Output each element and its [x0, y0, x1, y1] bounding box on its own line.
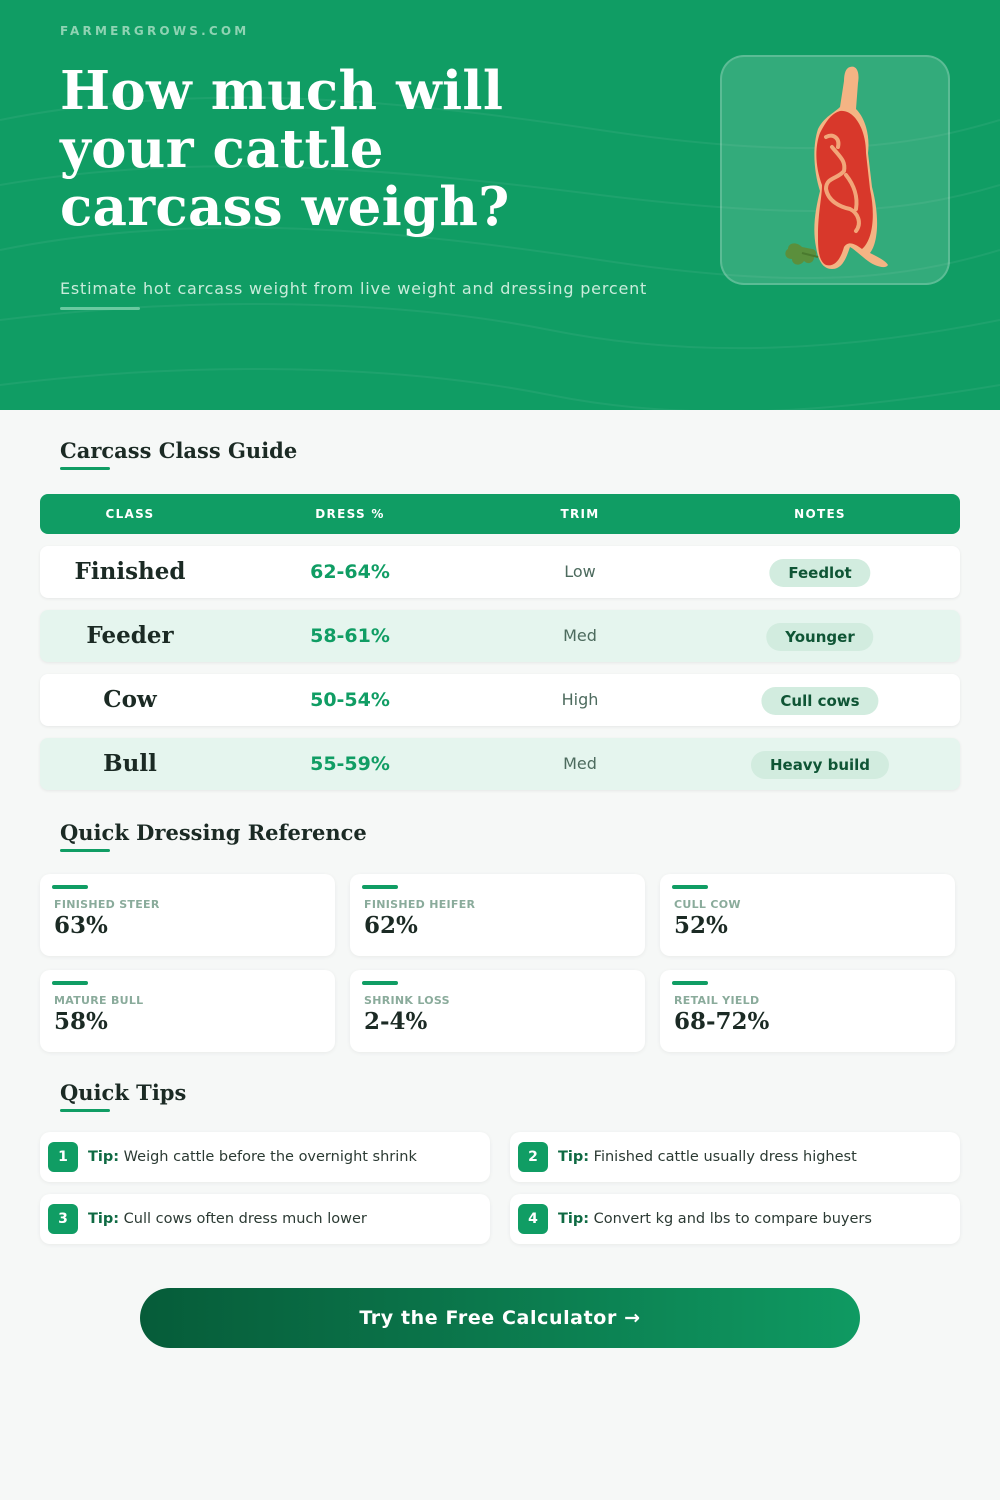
beef-carcass-icon	[722, 57, 952, 287]
column-header-trim: TRIM	[560, 507, 600, 521]
section-underline	[60, 467, 110, 470]
stat-card	[40, 874, 335, 956]
tip-text: Cull cows often dress much lower	[123, 1211, 367, 1227]
table-row	[40, 738, 960, 790]
section-title-tips: Quick Tips	[60, 1080, 187, 1105]
accent-bar	[672, 885, 708, 889]
tip-prefix: Tip:	[88, 1149, 120, 1165]
trim-cell: High	[561, 690, 599, 709]
section-underline	[60, 849, 110, 852]
table-row	[40, 546, 960, 598]
stat-value: 68-72%	[674, 1008, 770, 1035]
class-cell: Feeder	[86, 622, 174, 649]
accent-bar	[672, 981, 708, 985]
column-header-class: CLASS	[105, 507, 155, 521]
accent-bar	[52, 885, 88, 889]
stat-label: SHRINK LOSS	[364, 994, 450, 1007]
section-title-dressing-reference: Quick Dressing Reference	[60, 820, 367, 845]
tip-number-badge: 2	[518, 1142, 548, 1172]
class-cell: Bull	[103, 750, 157, 777]
tip-text: Finished cattle usually dress highest	[593, 1149, 857, 1165]
class-cell: Cow	[103, 686, 157, 713]
dress-cell: 55-59%	[310, 753, 390, 775]
accent-bar	[362, 981, 398, 985]
tip-number-badge: 4	[518, 1204, 548, 1234]
stat-card	[660, 874, 955, 956]
tip-number-badge: 1	[48, 1142, 78, 1172]
accent-bar	[362, 885, 398, 889]
dress-cell: 62-64%	[310, 561, 390, 583]
tip-card	[40, 1194, 490, 1244]
section-underline	[60, 1109, 110, 1112]
tip-prefix: Tip:	[558, 1211, 590, 1227]
brand-name: FARMERGROWS.COM	[60, 24, 250, 38]
tip-text: Convert kg and lbs to compare buyers	[593, 1211, 872, 1227]
trim-cell: Low	[564, 562, 596, 581]
class-cell: Finished	[74, 558, 186, 585]
trim-cell: Med	[563, 754, 597, 773]
dress-cell: 50-54%	[310, 689, 390, 711]
notes-badge: Feedlot	[769, 559, 870, 587]
stat-label: MATURE BULL	[54, 994, 144, 1007]
stat-label: FINISHED STEER	[54, 898, 160, 911]
hero-underline	[60, 307, 140, 310]
table-header	[40, 494, 960, 534]
tip-prefix: Tip:	[88, 1211, 120, 1227]
stat-value: 2-4%	[364, 1008, 428, 1035]
stat-label: FINISHED HEIFER	[364, 898, 476, 911]
notes-badge: Heavy build	[751, 751, 889, 779]
stat-value: 63%	[54, 912, 108, 939]
stat-card	[350, 874, 645, 956]
stat-value: 52%	[674, 912, 728, 939]
tip-card	[510, 1194, 960, 1244]
section-title-class-guide: Carcass Class Guide	[60, 438, 298, 463]
stat-value: 62%	[364, 912, 418, 939]
page-title: How much will your cattle carcass weigh?	[60, 60, 510, 238]
stat-card	[660, 970, 955, 1052]
tip-number-badge: 3	[48, 1204, 78, 1234]
free-calculator-button[interactable]: Try the Free Calculator →	[140, 1288, 860, 1348]
trim-cell: Med	[563, 626, 597, 645]
stat-card	[40, 970, 335, 1052]
tip-card	[510, 1132, 960, 1182]
tip-text: Weigh cattle before the overnight shrink	[123, 1149, 417, 1165]
tip-card	[40, 1132, 490, 1182]
stat-label: CULL COW	[674, 898, 741, 911]
table-row	[40, 610, 960, 662]
column-header-dress: DRESS %	[315, 507, 385, 521]
accent-bar	[52, 981, 88, 985]
notes-badge: Younger	[766, 623, 873, 651]
hero-image-card	[720, 55, 950, 285]
hero-banner	[0, 0, 1000, 410]
hero-subtitle: Estimate hot carcass weight from live weight and dressing percent	[60, 279, 648, 298]
stat-value: 58%	[54, 1008, 108, 1035]
table-row	[40, 674, 960, 726]
stat-label: RETAIL YIELD	[674, 994, 760, 1007]
stat-card	[350, 970, 645, 1052]
notes-badge: Cull cows	[761, 687, 878, 715]
column-header-notes: NOTES	[794, 507, 846, 521]
dress-cell: 58-61%	[310, 625, 390, 647]
tip-prefix: Tip:	[558, 1149, 590, 1165]
